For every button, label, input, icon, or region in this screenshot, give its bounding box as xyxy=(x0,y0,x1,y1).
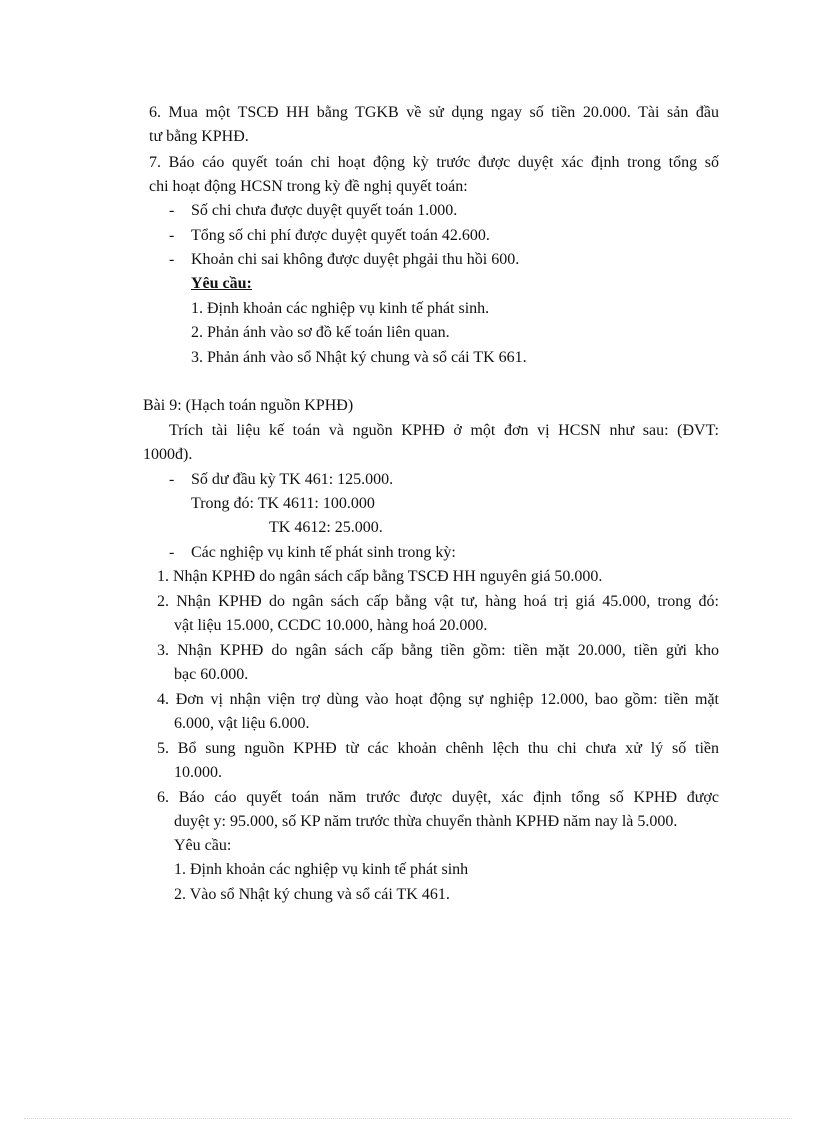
bullet-dash: - xyxy=(169,202,175,219)
requirements-heading: Yêu cầu: xyxy=(191,275,252,292)
item-6-line-1: 6. Mua một TSCĐ HH bằng TGKB về sử dụng ngay số tiền 20.000. Tài sản đầu xyxy=(149,104,719,121)
operation-4-line-2: 6.000, vật liệu 6.000. xyxy=(174,715,310,732)
page-bottom-rule xyxy=(24,1118,792,1119)
bullet-item: Tổng số chi phí được duyệt quyết toán 42.600. xyxy=(191,227,490,244)
bullet-dash: - xyxy=(169,227,175,244)
requirements-heading-9: Yêu cầu: xyxy=(174,837,232,854)
operation-5-line-1: 5. Bổ sung nguồn KPHĐ từ các khoản chênh lệch thu chi chưa xử lý số tiền xyxy=(157,740,719,757)
operation-3-line-2: bạc 60.000. xyxy=(174,666,249,683)
operation-6-line-1: 6. Báo cáo quyết toán năm trước được duyệt, xác định tổng số KPHĐ được xyxy=(157,789,719,806)
exercise-9-title: Bài 9: (Hạch toán nguồn KPHĐ) xyxy=(143,397,354,414)
item-7-line-1: 7. Báo cáo quyết toán chi hoạt động kỳ trước được duyệt xác định trong tổng số xyxy=(149,154,719,171)
requirement-9-1: 1. Định khoản các nghiệp vụ kinh tế phát sinh xyxy=(174,861,469,878)
operation-3-line-1: 3. Nhận KPHĐ do ngân sách cấp bằng tiền gồm: tiền mặt 20.000, tiền gửi kho xyxy=(157,642,719,659)
operation-4-line-1: 4. Đơn vị nhận viện trợ dùng vào hoạt động sự nghiệp 12.000, bao gồm: tiền mặt xyxy=(157,691,719,708)
bullet-dash: - xyxy=(169,471,175,488)
intro-line-1: Trích tài liệu kế toán và nguồn KPHĐ ở một đơn vị HCSN như sau: (ĐVT: xyxy=(169,422,719,439)
intro-line-2: 1000đ). xyxy=(143,446,193,463)
opening-balance: Số dư đầu kỳ TK 461: 125.000. xyxy=(191,471,394,488)
operation-5-line-2: 10.000. xyxy=(174,764,222,781)
operation-1: 1. Nhận KPHĐ do ngân sách cấp bằng TSCĐ HH nguyên giá 50.000. xyxy=(157,568,603,585)
balance-detail-4612: TK 4612: 25.000. xyxy=(269,519,383,536)
requirement-item: 3. Phản ánh vào sổ Nhật ký chung và sổ cái TK 661. xyxy=(191,349,527,366)
bullet-dash: - xyxy=(169,544,175,561)
bullet-dash: - xyxy=(169,251,175,268)
item-7-line-2: chi hoạt động HCSN trong kỳ đề nghị quyết toán: xyxy=(149,178,468,195)
requirement-item: 1. Định khoản các nghiệp vụ kinh tế phát sinh. xyxy=(191,300,490,317)
operation-6-line-2: duyệt y: 95.000, số KP năm trước thừa chuyển thành KPHĐ năm nay là 5.000. xyxy=(174,813,678,830)
requirement-item: 2. Phản ánh vào sơ đồ kế toán liên quan. xyxy=(191,324,450,341)
operation-2-line-1: 2. Nhận KPHĐ do ngân sách cấp bằng vật tư, hàng hoá trị giá 45.000, trong đó: xyxy=(157,593,719,610)
item-6-line-2: tư bằng KPHĐ. xyxy=(149,128,249,145)
bullet-item: Khoản chi sai không được duyệt phgải thu hồi 600. xyxy=(191,251,520,268)
operation-2-line-2: vật liệu 15.000, CCDC 10.000, hàng hoá 20.000. xyxy=(174,617,488,634)
balance-detail-4611: Trong đó: TK 4611: 100.000 xyxy=(191,495,375,512)
requirement-9-2: 2. Vào sổ Nhật ký chung và sổ cái TK 461. xyxy=(174,886,450,903)
bullet-item: Số chi chưa được duyệt quyết toán 1.000. xyxy=(191,202,458,219)
operations-intro: Các nghiệp vụ kinh tế phát sinh trong kỳ: xyxy=(191,544,456,561)
